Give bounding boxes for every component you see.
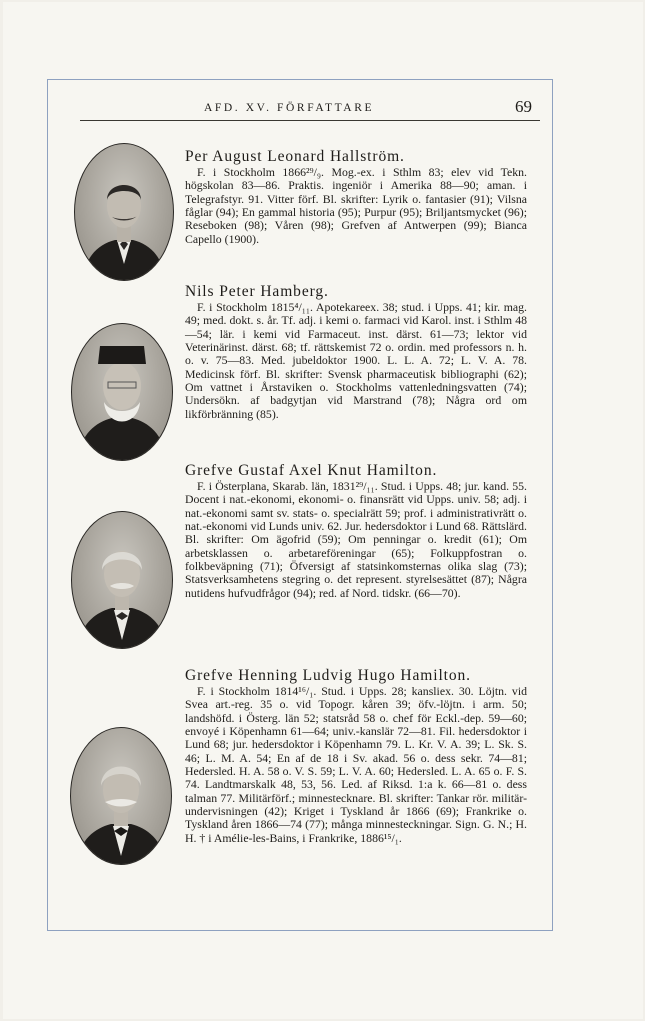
entry-name: Per August Leonard Hallström. bbox=[185, 148, 405, 165]
entry-text: F. i Stockholm 1814¹⁶/₁. Stud. i Upps. 28; kansliex. 30. Löjtn. vid Svea art.-reg. 35 o. vid Topogr. kåren 39; öfv.-löjtn. i arm. 50; landshöfd. i Österg. län 52; statsråd 58 o. chef för Eckl.-dep. 59—60; envoyé i Köpenhamn 61—64; univ.-kanslär 72—81. Fil. hedersdoktor i Lund 68; jur. hedersdoktor i Köpenhamn 79. L. Kr. V. A. 39; L. Sk. S. 46; L. M. A. 54; En af de 18 i Sv. akad. 56 o. dess sekr. 74—81; Hedersled. H. A. 58 o. V. S. 59; L. V. A. 60; Hedersled. L. A. 65 o. F. S. 74. Landtmarskalk 48, 53, 56. Led. af Riksd. 1:a k. 66—81 o. dess talman 77. Militärförf.; minnestecknare. Bl. skrifter: Tankar rör. militär-undervisningen (42); Kriget i Tyskland år 1866 (69); Frankrike o. Tyskland åren 1866—74 (77); många minnesteckningar. Sign. G. N.; H. H. † i Amélie-les-Bains, i Frankrike, 1886¹⁵/₁. bbox=[185, 684, 527, 845]
entry-gustaf-hamilton bbox=[185, 462, 527, 600]
entry-text: F. i Stockholm 1815⁴/₁₁. Apotekareex. 38; stud. i Upps. 41; kir. mag. 49; med. dokt. s. år. Tf. adj. i kemi o. farmaci vid Karol. inst. i Sthlm 48—54; lär. i kemi vid Farmaceut. inst. därst. 61—73; lektor vid Veterinärinst. därst. 68; tf. rättskemist 72 o. ordin. med professors n. h. o. v. 75—83. Med. jubeldoktor 1900. L. L. A. 72; L. V. A. 78. Medicinsk förf. Bl. skrifter: Svensk pharmaceutisk bibliographi (62); Om vattnet i Årstaviken o. Stockholms vattenledningsvatten (74); Undersökn. af badgytjan vid Marstrand (78); Några ord om likförbränning (85). bbox=[185, 300, 527, 421]
entry-hamberg bbox=[185, 283, 527, 421]
running-head bbox=[80, 96, 540, 118]
entry-text: F. i Stockholm 1866²⁹/₉. Mog.-ex. i Sthlm 83; elev vid Tekn. högskolan 83—86. Praktis. ingeniör i Amerika 88—90; aman. i Telegrafstyr. 91. Vitter förf. Bl. skrifter: Lyrik o. fantasier (91); Vilsna fåglar (94); En gammal historia (95); Purpur (95); Briljantsmycket (96); Reseboken (98); Våren (98); Grefven af Antwerpen (99); Bianca Capello (1900). bbox=[185, 165, 527, 246]
running-head-title: AFD. XV. FÖRFATTARE bbox=[204, 102, 375, 114]
entry-hallstrom bbox=[185, 148, 527, 246]
entry-text: F. i Österplana, Skarab. län, 1831²⁹/₁₁. Stud. i Upps. 48; jur. kand. 55. Docent i nat.-ekonomi, ekonomi- o. finansrätt vid Upps. univ. 58; adj. i nat.-ekonomi samt sv. stats- o. specialrätt 59; prof. i administrativrätt o. nat.-ekonomi vid Lunds univ. 62. Jur. hedersdoktor i Lund 68. Rättslärd. Bl. skrifter: Om ägofrid (59); Om penningar o. kredit (61); Om arbetsklassen o. arbetareföreningar (65); Folkuppfostran o. folkbeväpning (71); Öfversigt af statsinkomsternas olika slag (73); Statsverksamhetens stegring o. det represent. styrelsesättet (87); Några nutidens hufvudfrågor (94); red. af Nord. tidskr. (66—70). bbox=[185, 479, 527, 600]
portrait-gustaf-hamilton bbox=[71, 511, 173, 649]
portrait-hamberg bbox=[71, 323, 173, 461]
entry-name: Grefve Henning Ludvig Hugo Hamilton. bbox=[185, 667, 471, 684]
page-number: 69 bbox=[515, 97, 532, 116]
entry-name: Grefve Gustaf Axel Knut Hamilton. bbox=[185, 462, 438, 479]
portrait-hallstrom bbox=[74, 143, 174, 281]
header-rule bbox=[80, 120, 540, 121]
portrait-henning-hamilton bbox=[70, 727, 172, 865]
entry-henning-hamilton bbox=[185, 667, 527, 845]
entry-name: Nils Peter Hamberg. bbox=[185, 283, 329, 300]
